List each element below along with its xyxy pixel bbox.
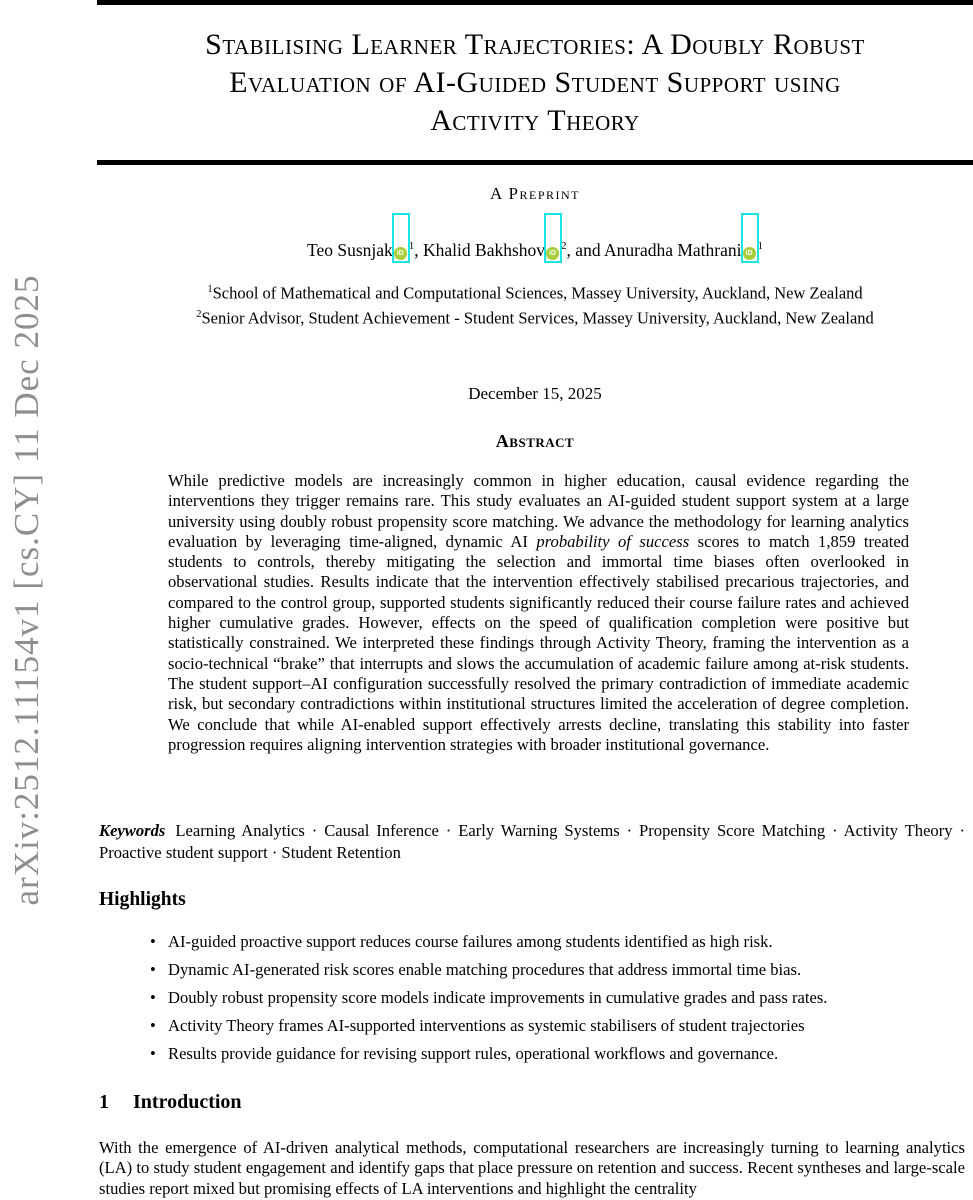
- keywords-line: [99, 820, 965, 863]
- author: [604, 240, 763, 260]
- affiliation-text: Senior Advisor, Student Achievement - Student Services, Massey University, Auckland, New Zealand: [201, 308, 874, 327]
- paper-title-line-3: Activity Theory: [430, 104, 640, 137]
- highlight-item: • Dynamic AI-generated risk scores enable matching procedures that address immortal time bias.: [99, 956, 965, 984]
- orcid-link[interactable]: [742, 242, 758, 256]
- abstract-italic-phrase: probability of success: [536, 531, 690, 551]
- highlight-item: • Doubly robust propensity score models indicate improvements in cumulative grades and pass rates.: [99, 984, 965, 1012]
- author-name: Anuradha Mathrani: [603, 240, 742, 260]
- author: [423, 240, 604, 260]
- section-number: 1: [99, 1091, 109, 1113]
- orcid-icon: iD: [743, 247, 756, 260]
- author: [307, 240, 423, 260]
- section-1-heading: [99, 1091, 242, 1114]
- abstract-paragraph: [168, 471, 909, 755]
- author-name: Khalid Bakhshov: [423, 240, 546, 260]
- paper-title-line-2: Evaluation of AI-Guided Student Support using: [229, 66, 841, 99]
- arxiv-watermark: arXiv:2512.11154v1 [cs.CY] 11 Dec 2025: [7, 274, 46, 906]
- orcid-icon: iD: [394, 247, 407, 260]
- orcid-link[interactable]: [393, 242, 409, 256]
- affiliation-number: 1: [207, 284, 213, 295]
- author-affiliation-ref: 1: [757, 240, 764, 253]
- top-rule: [97, 0, 973, 5]
- highlights-heading: Highlights: [99, 889, 186, 910]
- section-title: Introduction: [133, 1091, 242, 1113]
- paper-date: December 15, 2025: [468, 384, 602, 403]
- author-affiliation-ref: 2: [561, 240, 567, 253]
- orcid-link[interactable]: [545, 242, 561, 256]
- title-separator-rule: [97, 160, 973, 165]
- abstract-text-part-1: While predictive models are increasingly common in higher education, causal evidence regarding the interventions they trigger remains rare. This study evaluates an AI-guided student support system at a large university using doubly robust propensity score matching. We advance the methodology for learning analytics evaluation by leveraging time-aligned, dynamic AI: [168, 471, 909, 551]
- abstract-heading: Abstract: [495, 431, 575, 451]
- highlight-item: • AI-guided proactive support reduces course failures among students identified as high risk.: [99, 928, 965, 956]
- authors-line: [97, 240, 973, 261]
- paper-title-line-1: Stabilising Learner Trajectories: A Doubly Robust: [205, 28, 865, 61]
- affiliations: [97, 279, 973, 328]
- paper-title: [97, 26, 973, 140]
- highlights-list: [99, 928, 965, 1068]
- author-separator: ,: [414, 240, 424, 260]
- preprint-label: A Preprint: [489, 184, 581, 203]
- affiliation-line: [97, 279, 973, 304]
- keywords-label: Keywords: [99, 821, 166, 840]
- affiliation-number: 2: [196, 308, 202, 320]
- author-separator: , and: [566, 240, 604, 260]
- keywords-list: Learning Analytics · Causal Inference · Early Warning Systems · Propensity Score Matching · Activity Theory · Proactive student support · Student Retention: [99, 821, 965, 862]
- author-affiliation-ref: 1: [408, 240, 415, 253]
- orcid-icon: iD: [546, 247, 559, 260]
- highlight-item: • Results provide guidance for revising support rules, operational workflows and governance.: [99, 1040, 965, 1068]
- highlight-item: • Activity Theory frames AI-supported interventions as systemic stabilisers of student trajectories: [99, 1012, 965, 1040]
- introduction-paragraph: With the emergence of AI-driven analytical methods, computational researchers are increasingly turning to learning analytics (LA) to study student engagement and identify gaps that place pressure on retention and success. Recent syntheses and large-scale studies report mixed but promising effects of LA interventions and highlight the centrality: [99, 1138, 965, 1198]
- affiliation-text: School of Mathematical and Computational Sciences, Massey University, Auckland, New Zealand: [212, 283, 863, 303]
- affiliation-line: [97, 304, 973, 329]
- author-name: Teo Susnjak: [306, 240, 393, 260]
- abstract-text-part-2: scores to match 1,859 treated students to controls, thereby mitigating the selection and immortal time biases often overlooked in observational studies. Results indicate that the intervention effectively stabilised precarious trajectories, and compared to the control group, supported students significantly reduced their course failure rates and achieved higher cumulative grades. However, effects on the speed of qualification completion were positive but statistically constrained. We interpreted these findings through Activity Theory, framing the intervention as a socio-technical “brake” that interrupts and slows the accumulation of academic failure among at-risk students. The student support–AI configuration successfully resolved the primary contradiction of immediate academic risk, but secondary contradictions within institutional structures limited the acceleration of degree completion. We conclude that while AI-enabled support effectively arrests decline, translating this stability into faster progression requires aligning intervention strategies with broader institutional governance.: [168, 531, 909, 754]
